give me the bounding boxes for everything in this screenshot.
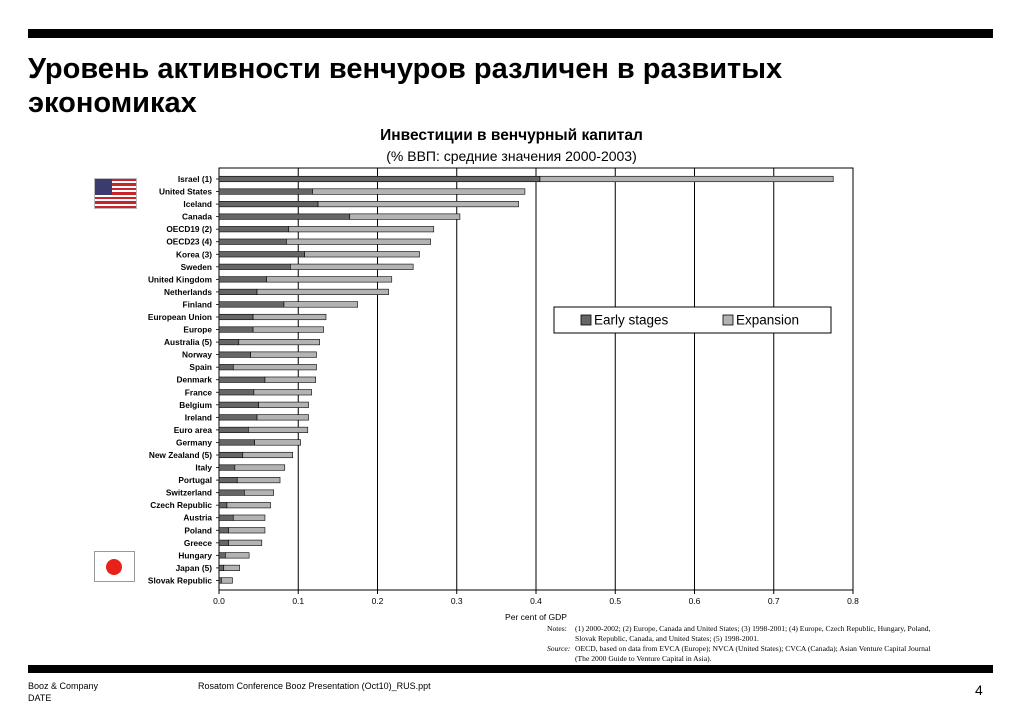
bar-early-stages [219, 528, 229, 534]
bar-early-stages [219, 465, 235, 471]
category-label: Hungary [178, 550, 212, 561]
bar-early-stages [219, 214, 350, 220]
category-label: Euro area [173, 424, 212, 435]
bar-expansion [239, 339, 320, 345]
bar-expansion [243, 452, 293, 458]
bar-early-stages [219, 252, 305, 258]
bar-early-stages [219, 415, 257, 421]
bar-expansion [289, 226, 434, 232]
bar-early-stages [219, 490, 244, 496]
category-label: Israel (1) [177, 174, 212, 184]
bar-early-stages [219, 452, 243, 458]
bar-expansion [318, 201, 519, 207]
bar-early-stages [219, 239, 286, 245]
x-tick-label: 0.7 [767, 596, 780, 606]
bar-early-stages [219, 352, 251, 358]
bar-early-stages [219, 302, 284, 308]
bar-early-stages [219, 477, 237, 483]
category-label: United States [158, 186, 212, 197]
bar-early-stages [219, 553, 225, 559]
bar-early-stages [219, 176, 540, 182]
category-label: France [184, 387, 212, 398]
x-tick-label: 0.2 [371, 596, 384, 606]
bar-expansion [313, 189, 525, 195]
x-tick-label: 0.8 [847, 596, 859, 606]
bar-early-stages [219, 440, 255, 446]
category-label: Belgium [179, 399, 212, 410]
category-label: Austria [183, 512, 212, 523]
x-axis-label: Per cent of GDP [505, 612, 567, 622]
bar-early-stages [219, 578, 221, 584]
bar-expansion [233, 364, 316, 370]
category-label: Iceland [183, 199, 212, 210]
chart-subtitle: (% ВВП: средние значения 2000-2003) [386, 148, 637, 164]
bar-expansion [259, 402, 309, 408]
category-label: Sweden [180, 261, 212, 272]
source-line-1: OECD, based on data from EVCA (Europe); NVCA (United States); CVCA (Canada); Asian Venture Capital Journal [575, 644, 931, 653]
bar-expansion [235, 465, 285, 471]
bar-early-stages [219, 364, 233, 370]
legend-label-expansion: Expansion [736, 312, 800, 328]
category-label: OECD23 (4) [166, 236, 212, 247]
bar-early-stages [219, 277, 267, 283]
bar-early-stages [219, 201, 318, 207]
legend-swatch-expansion [723, 315, 733, 325]
footer-date: DATE [28, 693, 52, 703]
bar-expansion [286, 239, 430, 245]
bar-expansion [290, 264, 413, 270]
bar-early-stages [219, 390, 254, 396]
category-label: United Kingdom [147, 274, 212, 285]
bar-expansion [253, 327, 324, 333]
category-label: Denmark [176, 374, 212, 385]
category-label: European Union [147, 312, 212, 322]
bar-early-stages [219, 540, 229, 546]
bar-early-stages [219, 377, 265, 383]
bar-early-stages [219, 226, 289, 232]
bar-expansion [257, 289, 389, 295]
bar-early-stages [219, 339, 239, 345]
bar-expansion [225, 553, 249, 559]
bar-early-stages [219, 427, 248, 433]
bar-expansion [251, 352, 317, 358]
source-line-2: (The 2000 Guide to Venture Capital in Asia). [575, 654, 712, 663]
bar-expansion [284, 302, 358, 308]
bar-early-stages [219, 314, 253, 320]
category-label: OECD19 (2) [166, 224, 212, 235]
category-label: Europe [183, 324, 212, 335]
bottom-rule [28, 665, 993, 673]
bar-early-stages [219, 402, 259, 408]
page-title: Уровень активности венчуров различен в развитых экономиках [28, 53, 783, 119]
top-rule [28, 29, 993, 38]
category-label: New Zealand (5) [148, 450, 212, 460]
bar-expansion [254, 390, 312, 396]
bar-expansion [224, 565, 240, 571]
bar-expansion [540, 176, 833, 182]
bar-early-stages [219, 565, 224, 571]
category-label: Slovak Republic [147, 575, 212, 586]
source-label: Source: [547, 644, 571, 653]
legend-label-early-stages: Early stages [594, 312, 669, 328]
bar-early-stages [219, 189, 313, 195]
bar-early-stages [219, 327, 253, 333]
category-label: Norway [182, 349, 212, 360]
bar-expansion [229, 528, 265, 534]
category-label: Poland [184, 525, 212, 536]
bar-expansion [267, 277, 392, 283]
x-tick-label: 0.6 [688, 596, 701, 606]
bar-early-stages [219, 289, 257, 295]
category-label: Japan (5) [175, 562, 212, 573]
category-label: Ireland [184, 412, 212, 423]
chart-notes [547, 624, 992, 664]
x-tick-label: 0.0 [213, 596, 225, 606]
category-label: Germany [176, 437, 212, 448]
bar-expansion [237, 477, 280, 483]
category-label: Portugal [178, 475, 212, 486]
category-label: Australia (5) [164, 337, 212, 348]
category-label: Greece [183, 537, 212, 548]
category-label: Canada [182, 211, 212, 222]
legend-swatch-early-stages [581, 315, 591, 325]
category-label: Italy [195, 462, 212, 473]
bar-expansion [305, 252, 420, 258]
bar-early-stages [219, 515, 233, 521]
category-label: Czech Republic [150, 500, 212, 511]
bar-expansion [244, 490, 273, 496]
bar-expansion [233, 515, 265, 521]
notes-line-2: Slovak Republic, Canada, and United States; (5) 1998-2001. [575, 634, 759, 643]
bar-expansion [221, 578, 232, 584]
category-label: Netherlands [164, 286, 212, 297]
notes-line-1: (1) 2000-2002; (2) Europe, Canada and United States; (3) 1998-2001; (4) Europe, Czech Republic, Hungary, Poland, [575, 624, 931, 633]
category-label: Finland [182, 299, 212, 310]
bar-early-stages [219, 264, 290, 270]
bar-expansion [265, 377, 316, 383]
bar-expansion [350, 214, 460, 220]
category-label: Switzerland [165, 487, 212, 498]
x-tick-label: 0.1 [292, 596, 305, 606]
footer-file-name: Rosatom Conference Booz Presentation (Oct10)_RUS.ppt [198, 681, 431, 691]
bar-expansion [257, 415, 309, 421]
notes-label: Notes: [547, 624, 567, 633]
page-number: 4 [975, 682, 983, 698]
x-tick-label: 0.5 [609, 596, 622, 606]
category-label: Spain [189, 362, 212, 373]
bar-expansion [229, 540, 262, 546]
bar-expansion [227, 502, 271, 508]
bar-expansion [255, 440, 301, 446]
x-tick-label: 0.4 [530, 596, 542, 606]
category-label: Korea (3) [176, 249, 212, 260]
footer-company: Booz & Company [28, 681, 99, 691]
bar-chart [0, 160, 1023, 625]
bar-expansion [248, 427, 307, 433]
bar-early-stages [219, 502, 227, 508]
x-tick-label: 0.3 [450, 596, 463, 606]
bar-expansion [253, 314, 326, 320]
chart-title: Инвестиции в венчурный капитал [380, 127, 643, 144]
